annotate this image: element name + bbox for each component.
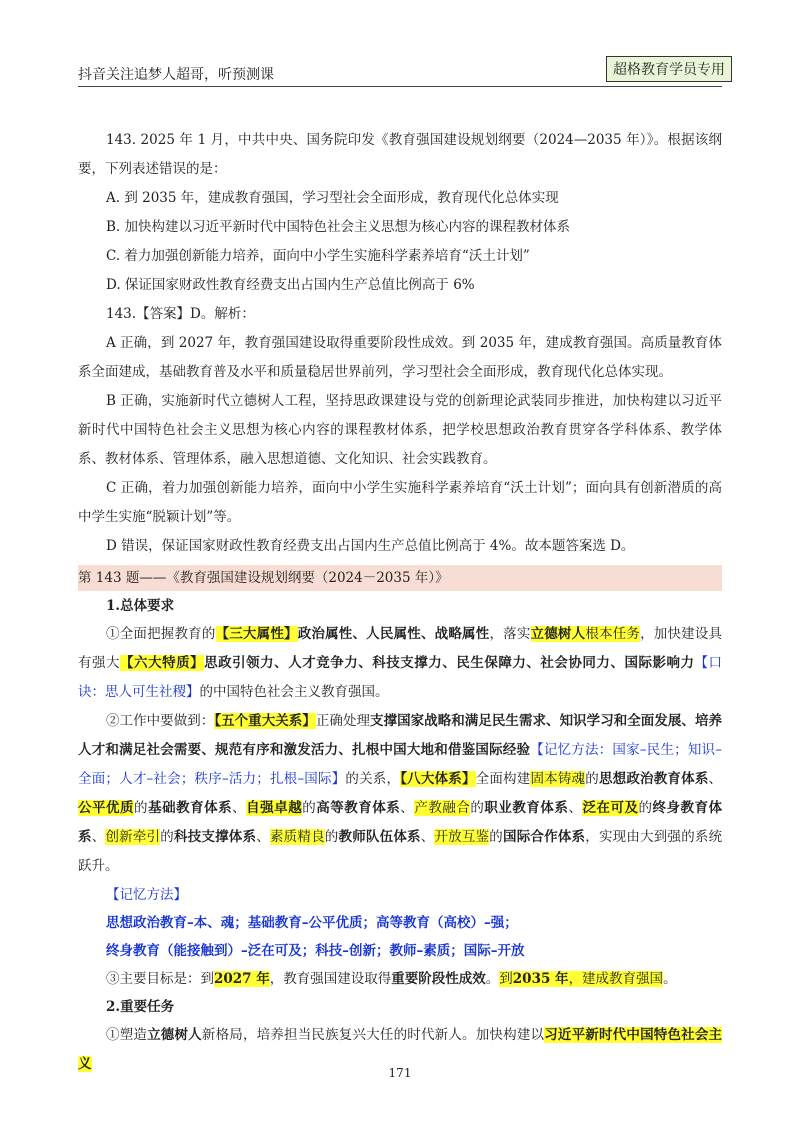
question-stem: 143. 2025 年 1 月，中共中央、国务院印发《教育强国建设规划纲要（2024—2035 年）》。根据该纲要，下列表述错误的是：: [78, 132, 722, 177]
header-badge: 超格教育学员专用: [606, 56, 732, 82]
note-paragraph-1: ①全面把握教育的【三大属性】政治属性、人民属性、战略属性，落实立德树人根本任务，加快建设具有强大【六大特质】思政引领力、人才竞争力、科技支撑力、民生保障力、社会协同力、国际影响力【口诀：思人可生社稷】的中国特色社会主义教育强国。: [78, 626, 723, 700]
explanation-d: D 错误，保证国家财政性教育经费支出占国内生产总值比例高于 4%。故本题答案选 D。: [106, 538, 635, 554]
header-text: 抖音关注追梦人超哥，听预测课: [78, 67, 274, 83]
section-1-heading: 1.总体要求: [106, 598, 175, 614]
header-divider: [78, 86, 722, 87]
page-number: 171: [388, 1066, 412, 1080]
page-content: [78, 126, 722, 1079]
section-2-heading: 2.重要任务: [106, 999, 175, 1015]
option-c: C. 着力加强创新能力培养，面向中小学生实施科学素养培育“沃土计划”: [106, 248, 530, 264]
note-paragraph-4: ①塑造立德树人新格局，培养担当民族复兴大任的时代新人。加快构建以习近平新时代中国特色社会主义: [78, 1027, 723, 1072]
memory-heading: 【记忆方法】: [106, 887, 187, 903]
note-paragraph-3: ③主要目标是：到2027 年，教育强国建设取得重要阶段性成效。到2035 年，建成教育强国。: [106, 971, 677, 987]
answer-title: 143.【答案】D。解析：: [106, 306, 255, 322]
note-paragraph-2: ②工作中要做到：【五个重大关系】正确处理支撑国家战略和满足民生需求、知识学习和全面发展、培养人才和满足社会需要、规范有序和激发活力、扎根中国大地和借鉴国际经验【记忆方法：国家–民生；知识–全面；人才–社会；秩序–活力；扎根–国际】的关系，【八大体系】全面构建固本铸魂的思想政治教育体系、公平优质的基础教育体系、自强卓越的高等教育体系、产教融合的职业教育体系、泛在可及的终身教育体系、创新牵引的科技支撑体系、素质精良的教师队伍体系、开放互鉴的国际合作体系，实现由大到强的系统跃升。: [78, 713, 723, 874]
option-a: A. 到 2035 年，建成教育强国，学习型社会全面形成，教育现代化总体实现: [106, 190, 559, 206]
option-b: B. 加快构建以习近平新时代中国特色社会主义思想为核心内容的课程教材体系: [106, 219, 571, 235]
notes-band-title: 第 143 题——《教育强国建设规划纲要（2024－2035 年）》: [78, 565, 722, 591]
explanation-b: B 正确，实施新时代立德树人工程，坚持思政课建设与党的创新理论武装同步推进，加快构建以习近平新时代中国特色社会主义思想为核心内容的课程教材体系，把学校思想政治教育贯穿各学科体系、教学体系、教材体系、管理体系，融入思想道德、文化知识、社会实践教育。: [78, 393, 722, 467]
option-d: D. 保证国家财政性教育经费支出占国内生产总值比例高于 6%: [106, 277, 475, 293]
memory-line-2: 终身教育（能接触到）–泛在可及；科技–创新；教师–素质；国际–开放: [106, 943, 525, 959]
explanation-c: C 正确，着力加强创新能力培养，面向中小学生实施科学素养培育“沃土计划”；面向具有创新潜质的高中学生实施“脱颖计划”等。: [78, 480, 722, 525]
memory-line-1: 思想政治教育–本、魂；基础教育–公平优质；高等教育（高校）–强；: [106, 915, 518, 931]
explanation-a: A 正确，到 2027 年，教育强国建设取得重要阶段性成效。到 2035 年，建成教育强国。高质量教育体系全面建成，基础教育普及水平和质量稳居世界前列，学习型社会全面形成，教育现代化总体实现。: [78, 335, 722, 380]
